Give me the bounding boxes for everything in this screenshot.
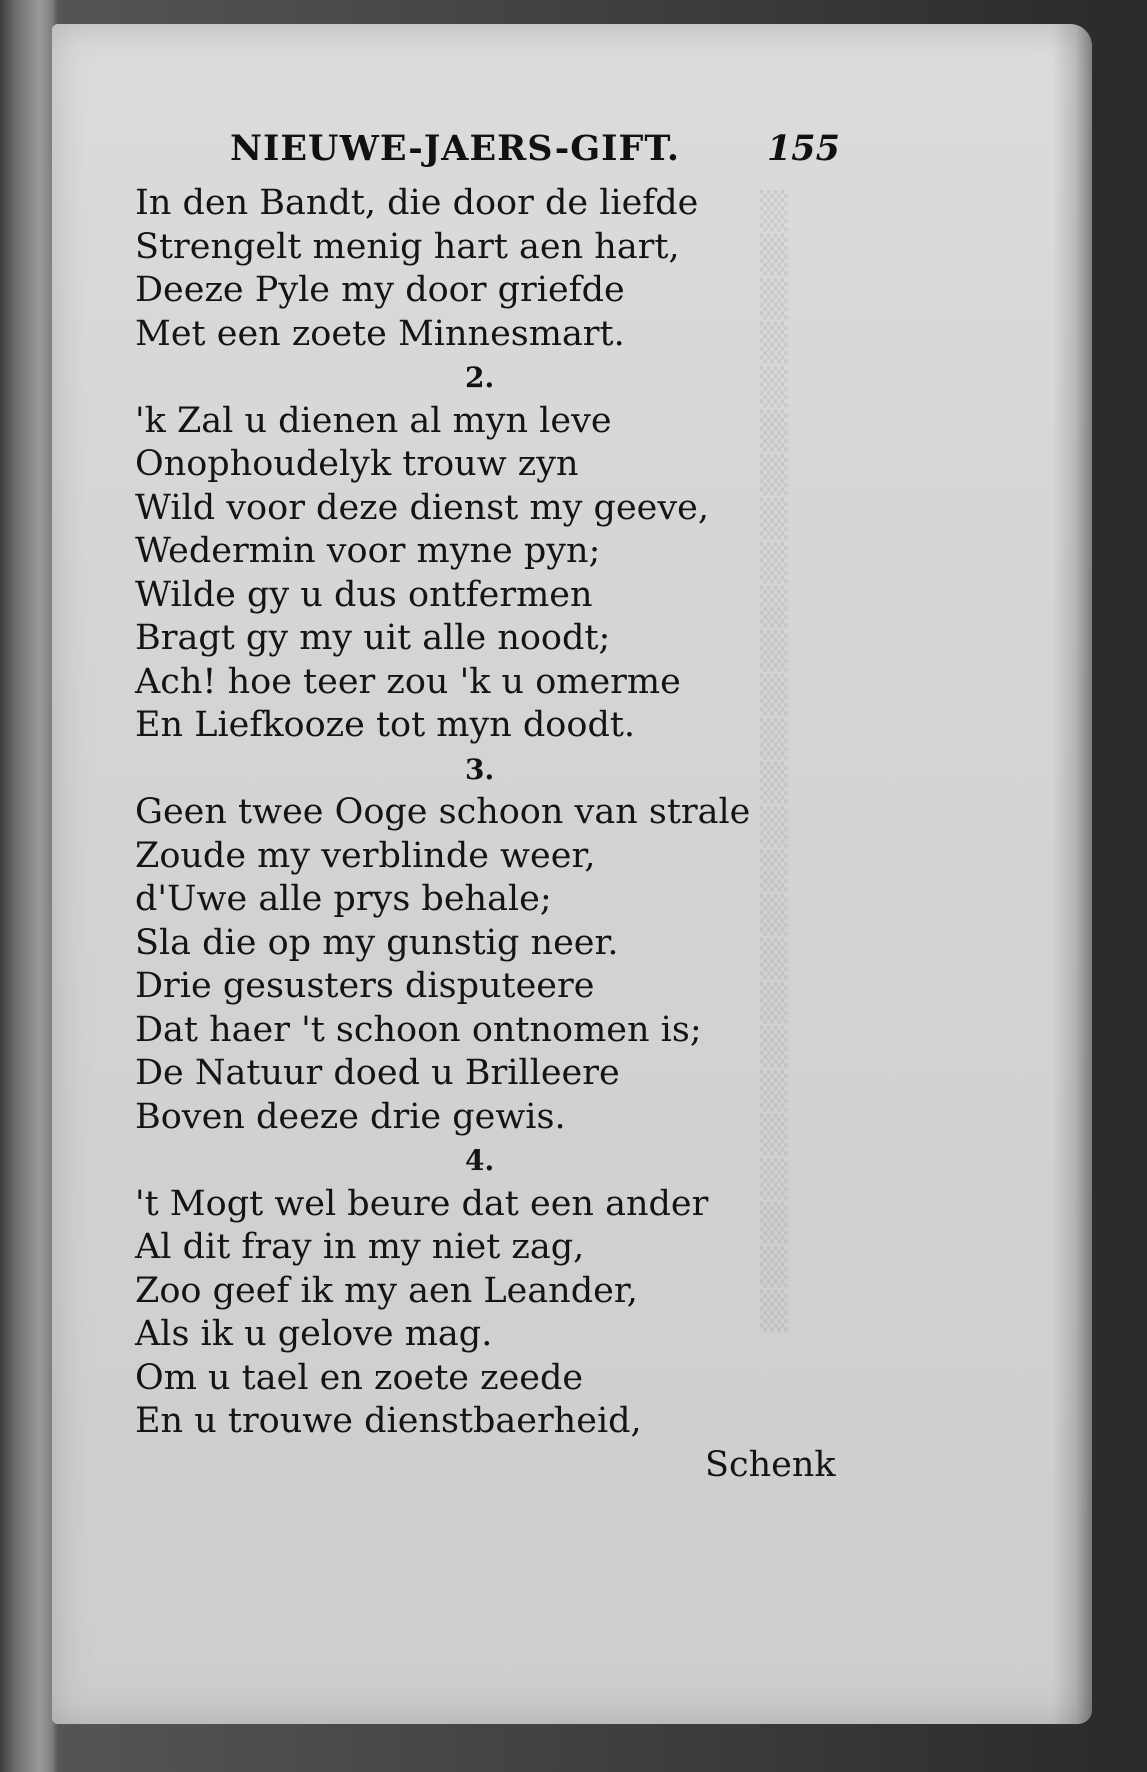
page-number: 155 — [766, 128, 840, 169]
verse-line: Zoo geef ik my aen Leander, — [135, 1270, 638, 1311]
verse-line: Als ik u gelove mag. — [135, 1314, 493, 1354]
verse-line: Geen twee Ooge schoon van strale — [135, 792, 751, 832]
verse-line: Wilde gy u dus ontfermen — [135, 574, 593, 615]
catchword: Schenk — [705, 1445, 836, 1485]
verse-line: Deeze Pyle my door griefde — [135, 270, 625, 310]
verse-line: Al dit fray in my niet zag, — [135, 1227, 585, 1267]
page-header — [230, 128, 840, 176]
stanza-number: 2. — [465, 361, 495, 394]
page-edge-shadow — [1052, 24, 1092, 1724]
verse-line: d'Uwe alle prys behale; — [135, 879, 552, 919]
verse-line: Zoude my verblinde weer, — [135, 835, 596, 876]
stanza-3 — [135, 791, 815, 1139]
verse-line: Boven deeze drie gewis. — [135, 1096, 566, 1137]
verse-line: Dat haer 't schoon ontnomen is; — [135, 1009, 702, 1050]
stanza-number: 3. — [465, 752, 495, 786]
stanza-number: 4. — [465, 1144, 495, 1177]
verse-line: En u trouwe dienstbaerheid, — [135, 1401, 642, 1441]
verse-line: 'k Zal u dienen al myn leve — [135, 400, 612, 441]
verse-line: Sla die op my gunstig neer. — [135, 922, 619, 963]
bleed-through-shadow: ▒ ▒ ▒ ▒ ▒ ▒ ▒ ▒ ▒ ▒ ▒ ▒ ▒ ▒ ▒ ▒ ▒ ▒ ▒ ▒ ▒ ▒ ▒ ▒ ▒ ▒ — [760, 191, 788, 1332]
verse-line: Drie gesusters disputeere — [135, 966, 595, 1006]
verse-line: De Natuur doed u Brilleere — [135, 1053, 620, 1093]
verse-line: Wedermin voor myne pyn; — [135, 531, 601, 571]
running-head: NIEUWE-JAERS-GIFT. — [230, 128, 681, 169]
verse-line: 't Mogt wel beure dat een ander — [135, 1183, 709, 1224]
stanza-4 — [135, 1183, 815, 1444]
verse-line: Strengelt menig hart aen hart, — [135, 226, 680, 267]
stanza-2 — [135, 400, 815, 748]
verse-line: Wild voor deze dienst my geeve, — [135, 487, 709, 528]
verse-line: Met een zoete Minnesmart. — [135, 313, 625, 354]
verse-line: Om u tael en zoete zeede — [135, 1357, 584, 1398]
verse-line: Bragt gy my uit alle noodt; — [135, 618, 611, 658]
poem-text — [135, 182, 815, 1444]
stanza-1 — [135, 182, 815, 356]
verse-line: En Liefkooze tot myn doodt. — [135, 705, 636, 745]
verse-line: Onophoudelyk trouw zyn — [135, 444, 579, 484]
verse-line: In den Bandt, die door de liefde — [135, 183, 699, 223]
verse-line: Ach! hoe teer zou 'k u omerme — [135, 661, 681, 702]
